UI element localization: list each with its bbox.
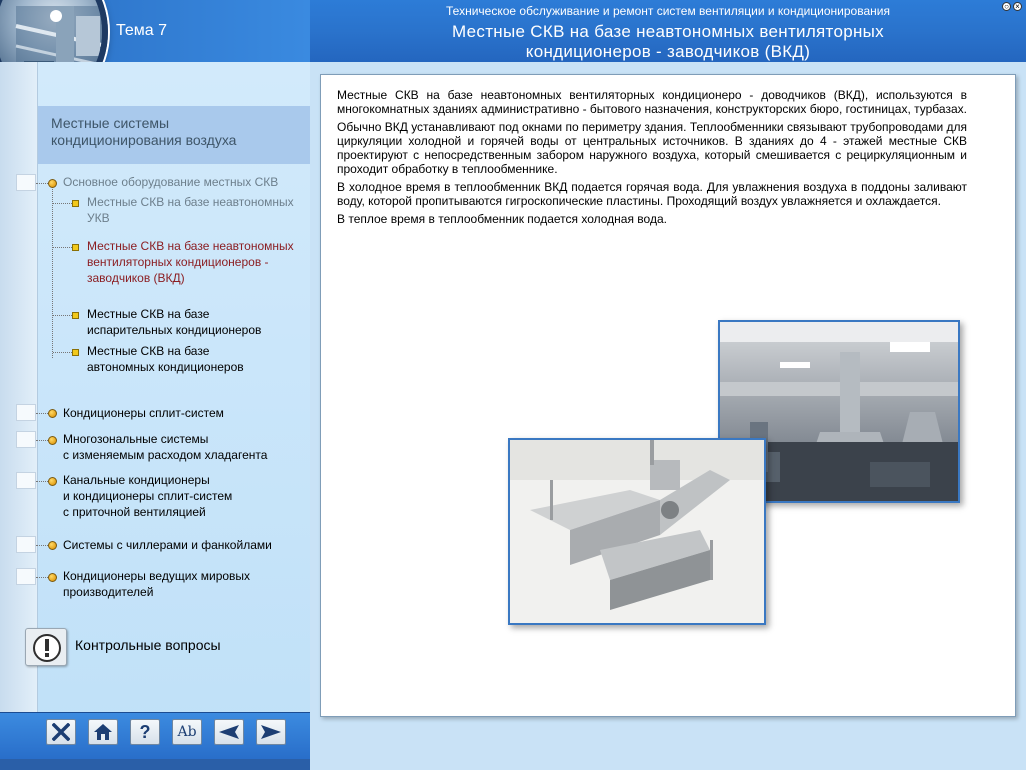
glossary-icon: Ab: [177, 724, 197, 740]
window-controls: [1002, 2, 1022, 11]
home-button[interactable]: [88, 719, 118, 745]
header-bar: [0, 0, 1026, 62]
nav-item-label: Кондиционеры сплит-систем: [63, 406, 224, 420]
nav-item-label-line1: Канальные кондиционеры: [63, 473, 210, 487]
subitem-label: [87, 194, 294, 226]
nav-item-label: [63, 431, 267, 463]
warning-icon: [25, 628, 67, 666]
paragraph: Обычно ВКД устанавливают под окнами по периметру здания. Теплообменники связывают трубопроводами для циркуляции холодной и горячей воды от центральных источников. В зданиях до 4 - этажей местные СКВ проектируют с непосредственным забором наружного воздуха, который смешивается с рециркуляционным и проходит обработку в теплообменнике.: [337, 120, 967, 176]
tree-dash: [36, 577, 48, 578]
glossary-button[interactable]: [172, 719, 202, 745]
bullet-icon: [48, 436, 57, 445]
forward-button[interactable]: [256, 719, 286, 745]
subitem-label-line2: УКВ: [87, 211, 110, 225]
tree-dash: [36, 183, 48, 184]
tree-dash: [53, 203, 72, 204]
paragraph: Местные СКВ на базе неавтономных вентиляторных кондиционеро - доводчиков (ВКД), используются в многокомнатных зданиях административно - бытового назначения, конструкторских бюро, гостиницах, турбазах.: [337, 88, 967, 116]
subitem-label: [87, 306, 261, 338]
section-header-line2: кондиционирования воздуха: [51, 132, 237, 148]
section-header-line1: Местные системы: [51, 115, 170, 131]
nav-item-label-line2: производителей: [63, 585, 154, 599]
square-bullet-icon: [72, 200, 79, 207]
tree-dash: [53, 352, 72, 353]
page-title: [310, 22, 1026, 62]
subitem-label-line2: испарительных кондиционеров: [87, 323, 262, 337]
page-title-line2: кондиционеров - заводчиков (ВКД): [525, 42, 811, 61]
bullet-icon: [48, 541, 57, 550]
nav-item-label-line3: с приточной вентиляцией: [63, 505, 206, 519]
photo-office-ducts: [508, 438, 766, 625]
tree-dash: [36, 413, 48, 414]
nav-item-label: [63, 568, 250, 600]
close-icon: [52, 723, 70, 741]
bullet-icon: [48, 409, 57, 418]
exit-button[interactable]: [46, 719, 76, 745]
page-title-line1: Местные СКВ на базе неавтономных вентиляторных: [452, 22, 884, 41]
back-button[interactable]: [214, 719, 244, 745]
subitem-label-line2: автономных кондиционеров: [87, 360, 244, 374]
bullet-icon: [48, 477, 57, 486]
nav-item-label-line2: с изменяемым расходом хладагента: [63, 448, 268, 462]
tree-dash: [53, 247, 72, 248]
subitem-label: [87, 238, 294, 286]
minimize-icon[interactable]: ○: [1002, 2, 1011, 11]
nav-item-label: [63, 472, 232, 520]
bottom-toolbar: [0, 712, 310, 770]
subitem-label-line1: Местные СКВ на базе неавтономных: [87, 195, 294, 209]
nav-item-label-line2: и кондиционеры сплит-систем: [63, 489, 233, 503]
tree-dash: [36, 545, 48, 546]
bullet-icon: [48, 573, 57, 582]
quiz-link[interactable]: [25, 628, 285, 668]
nav-item-label: Основное оборудование местных СКВ: [63, 175, 279, 189]
nav-item-label: Системы с чиллерами и фанкойлами: [63, 538, 272, 552]
subitem-label-line1: Местные СКВ на базе: [87, 344, 210, 358]
sidebar-rail: [0, 62, 38, 712]
close-icon[interactable]: ×: [1013, 2, 1022, 11]
toolbar-bottom-strip: [0, 759, 310, 770]
nav-item-label-line1: Многозональные системы: [63, 432, 209, 446]
help-button[interactable]: [130, 719, 160, 745]
subitem-label-line1: Местные СКВ на базе: [87, 307, 210, 321]
nav-item-box: [16, 568, 36, 585]
paragraph: В холодное время в теплообменник ВКД подается горячая вода. Для увлажнения воздуха в поддоны заливают воду, которой пропитываются гигроскопические пластины. Проходящий воздух увлажняется и охлаждается.: [337, 180, 967, 208]
nav-item-label-line1: Кондиционеры ведущих мировых: [63, 569, 251, 583]
nav-item-box: [16, 174, 36, 191]
nav-item-box: [16, 404, 36, 421]
subitem-label-line3: заводчиков (ВКД): [87, 271, 185, 285]
back-arrow-icon: [218, 724, 240, 740]
body-text: [337, 88, 967, 230]
topic-label: Тема 7: [116, 22, 168, 39]
help-icon: ?: [139, 721, 151, 742]
paragraph: В теплое время в теплообменник подается холодная вода.: [337, 212, 667, 226]
nav-item-box: [16, 472, 36, 489]
home-icon: [93, 723, 113, 741]
tree-dash: [53, 315, 72, 316]
subitem-label: [87, 343, 244, 375]
course-subtitle: Техническое обслуживание и ремонт систем вентиляции и кондиционирования: [446, 4, 890, 18]
tree-dash: [36, 481, 48, 482]
section-header[interactable]: [38, 106, 310, 164]
square-bullet-icon: [72, 349, 79, 356]
content-panel: [320, 74, 1016, 717]
square-bullet-icon: [72, 244, 79, 251]
nav-item-box: [16, 536, 36, 553]
tree-dash: [36, 440, 48, 441]
subitem-label-line1: Местные СКВ на базе неавтономных: [87, 239, 294, 253]
bullet-icon: [48, 179, 57, 188]
nav-item-box: [16, 431, 36, 448]
subitem-label-line2: вентиляторных кондиционеров -: [87, 255, 269, 269]
square-bullet-icon: [72, 312, 79, 319]
forward-arrow-icon: [260, 724, 282, 740]
tree-connector: [52, 184, 53, 358]
quiz-label: Контрольные вопросы: [75, 637, 221, 653]
